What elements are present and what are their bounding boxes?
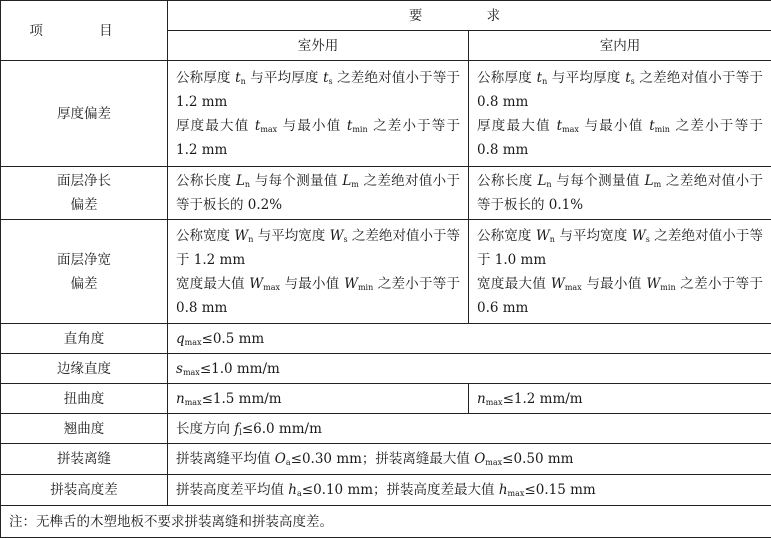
row-note [1, 506, 771, 538]
item-twist: 扭曲度 [1, 384, 168, 414]
subscript: max [508, 489, 525, 498]
subscript: m [351, 180, 359, 189]
row-height-difference [1, 475, 771, 506]
text: 拼装高度差平均值 [176, 482, 288, 498]
symbol: f [234, 421, 239, 437]
symbol: q [176, 331, 185, 347]
text: 公称厚度 [477, 70, 537, 86]
length-outdoor [168, 167, 469, 220]
subscript: min [655, 125, 670, 134]
symbol: L [645, 173, 654, 189]
subscript: min [358, 283, 373, 292]
text: ≤0.15 mm [524, 482, 595, 498]
item-squareness: 直角度 [1, 324, 168, 354]
text: 与最小值 [277, 118, 347, 134]
text: ≤6.0 mm/m [242, 421, 322, 437]
subscript: max [562, 125, 579, 134]
text: ≤0.5 mm [202, 331, 265, 347]
text: 与平均厚度 [547, 70, 625, 86]
row-twist [1, 384, 771, 414]
symbol: t [235, 70, 240, 86]
subscript: n [245, 180, 250, 189]
item-edge-straightness: 边缘直度 [1, 354, 168, 384]
text: 之差绝对值小于等于 1.2 mm [176, 70, 460, 110]
item-warp: 翘曲度 [1, 414, 168, 444]
subscript: max [485, 458, 502, 467]
subscript: s [646, 235, 650, 244]
subscript: min [352, 125, 367, 134]
item-height-difference: 拼装高度差 [1, 475, 168, 506]
text: 公称厚度 [176, 70, 235, 86]
text: 与最小值 [579, 118, 649, 134]
text: 之差小于等于 0.6 mm [477, 276, 763, 316]
subscript: n [542, 77, 547, 86]
header-row [1, 1, 771, 31]
header-requirement [168, 1, 771, 31]
symbol: W [551, 276, 565, 292]
item-width-label: 面层净宽偏差 [56, 248, 112, 296]
gap-value [168, 444, 771, 475]
width-outdoor [168, 220, 469, 324]
subscript: n [546, 180, 551, 189]
text: ≤0.10 mm；拼装高度差最大值 [302, 482, 499, 498]
text: 与平均厚度 [246, 70, 323, 86]
symbol: t [323, 70, 328, 86]
text: 公称长度 [176, 173, 236, 189]
text: 与平均宽度 [555, 228, 632, 244]
symbol: W [330, 228, 344, 244]
header-indoor: 室内用 [469, 31, 771, 61]
item-length-label: 面层净长偏差 [56, 169, 112, 217]
symbol: h [499, 482, 508, 498]
warp-value [168, 414, 771, 444]
thickness-indoor [469, 61, 771, 167]
text: 之差绝对值小于等于板长的 0.2% [176, 173, 460, 213]
symbol: n [176, 391, 185, 407]
symbol: W [536, 228, 550, 244]
text: 长度方向 [176, 421, 234, 437]
subscript: s [343, 235, 347, 244]
height-difference-value [168, 475, 771, 506]
text: ≤1.5 mm/m [202, 391, 282, 407]
text: 公称宽度 [176, 228, 234, 244]
subscript: n [241, 77, 246, 86]
text: 与每个测量值 [552, 173, 645, 189]
twist-indoor [469, 384, 771, 414]
symbol: O [275, 451, 286, 467]
subscript: max [486, 398, 503, 407]
item-width [1, 220, 168, 324]
text: 之差绝对值小于等于 1.0 mm [477, 228, 763, 268]
text: 厚度最大值 [477, 118, 557, 134]
row-edge-straightness [1, 354, 771, 384]
text: 宽度最大值 [176, 276, 249, 292]
text: ≤0.30 mm；拼装离缝最大值 [291, 451, 475, 467]
symbol: O [474, 451, 485, 467]
subscript: n [550, 235, 555, 244]
subscript: s [631, 77, 635, 86]
header-item [1, 1, 168, 61]
text: 之差小于等于 0.8 mm [477, 118, 763, 158]
text: 公称长度 [477, 173, 537, 189]
symbol: h [288, 482, 297, 498]
symbol: L [537, 173, 546, 189]
row-length [1, 167, 771, 220]
text: 与每个测量值 [250, 173, 342, 189]
text: 之差绝对值小于等于 0.8 mm [477, 70, 763, 110]
row-warp [1, 414, 771, 444]
row-gap [1, 444, 771, 475]
subscript: max [263, 283, 280, 292]
squareness-value [168, 324, 771, 354]
text: 厚度最大值 [176, 118, 255, 134]
table-note: 注：无榫舌的木塑地板不要求拼装离缝和拼装高度差。 [1, 506, 771, 538]
thickness-outdoor [168, 61, 469, 167]
text: 之差小于等于 1.2 mm [176, 118, 460, 158]
subscript: m [654, 180, 662, 189]
subscript: min [660, 283, 675, 292]
text: 之差绝对值小于等于板长的 0.1% [477, 173, 763, 213]
symbol: L [342, 173, 351, 189]
text: 宽度最大值 [477, 276, 551, 292]
symbol: t [557, 118, 562, 134]
symbol: t [649, 118, 654, 134]
subscript: max [185, 338, 202, 347]
symbol: t [347, 118, 352, 134]
item-gap: 拼装离缝 [1, 444, 168, 475]
subscript: a [297, 489, 302, 498]
twist-outdoor [168, 384, 469, 414]
subscript: max [260, 125, 277, 134]
symbol: t [537, 70, 542, 86]
length-indoor [469, 167, 771, 220]
text: ≤1.2 mm/m [503, 391, 583, 407]
row-thickness [1, 61, 771, 167]
text: ≤0.50 mm [502, 451, 573, 467]
symbol: W [344, 276, 358, 292]
symbol: t [255, 118, 260, 134]
row-squareness [1, 324, 771, 354]
text: 公称宽度 [477, 228, 536, 244]
text: 拼装离缝平均值 [176, 451, 275, 467]
subscript: max [185, 398, 202, 407]
symbol: W [646, 276, 660, 292]
item-thickness: 厚度偏差 [1, 61, 168, 167]
symbol: W [632, 228, 646, 244]
row-width [1, 220, 771, 324]
subscript: max [183, 368, 200, 377]
header-outdoor: 室外用 [168, 31, 469, 61]
symbol: W [234, 228, 248, 244]
header-item-label: 项 目 [29, 23, 138, 39]
text: ≤1.0 mm/m [200, 361, 280, 377]
text: 与最小值 [280, 276, 344, 292]
text: 之差绝对值小于等于 1.2 mm [176, 228, 460, 268]
subscript: s [329, 77, 333, 86]
header-requirement-label: 要 求 [409, 8, 530, 24]
symbol: L [236, 173, 245, 189]
item-length [1, 167, 168, 220]
text: 与最小值 [582, 276, 647, 292]
subscript: n [248, 235, 253, 244]
subscript: a [286, 458, 291, 467]
symbol: s [176, 361, 183, 377]
subscript: max [565, 283, 582, 292]
width-indoor [469, 220, 771, 324]
symbol: W [249, 276, 263, 292]
text: 与平均宽度 [253, 228, 329, 244]
edge-straightness-value [168, 354, 771, 384]
text: 之差小于等于 0.8 mm [176, 276, 460, 316]
symbol: n [477, 391, 486, 407]
symbol: t [625, 70, 630, 86]
subscript: l [239, 428, 242, 437]
